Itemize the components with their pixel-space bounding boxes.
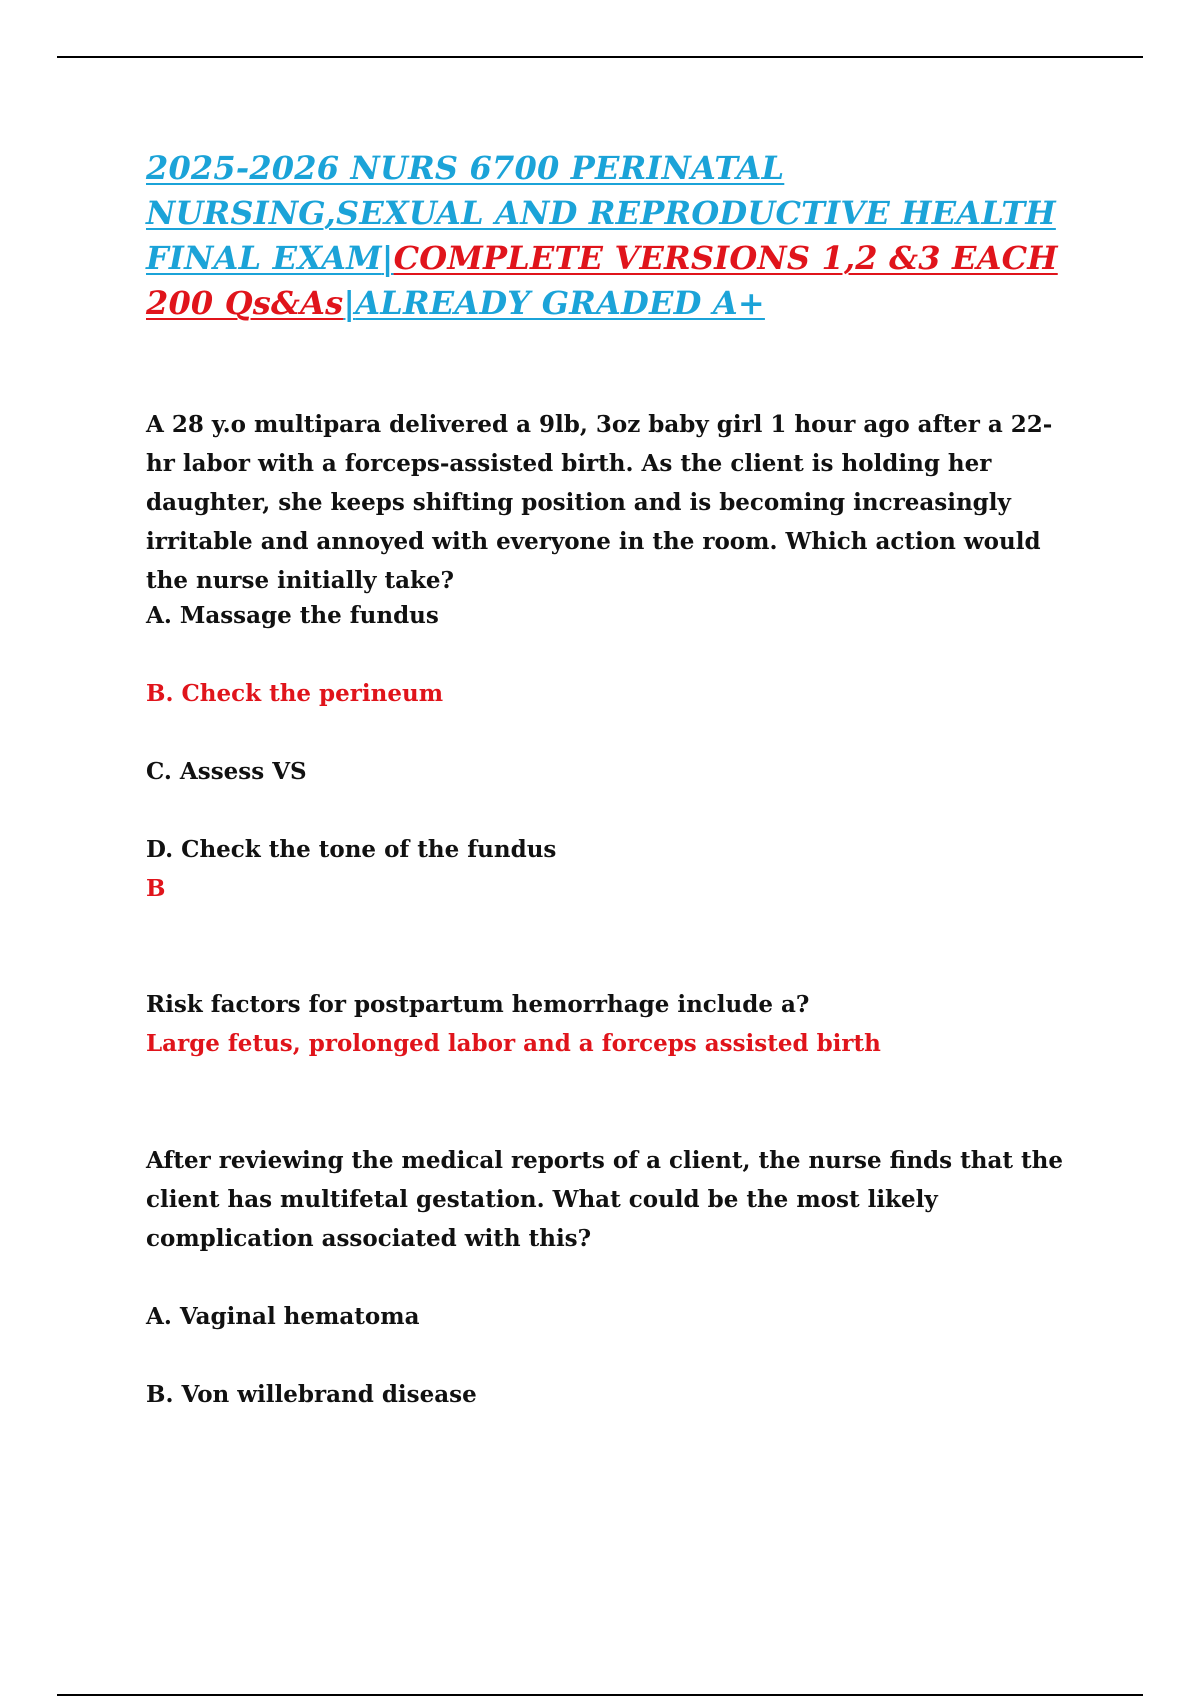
option-c (146, 752, 1076, 791)
title-part-course: 2025-2026 NURS 6700 PERINATAL NURSING,SEXUAL AND REPRODUCTIVE HEALTH FINAL EXAM (146, 149, 1056, 277)
option-a (146, 1297, 1076, 1336)
top-rule (57, 56, 1143, 58)
option-text: C. Assess VS (146, 758, 307, 785)
option-b (146, 1375, 1076, 1414)
document-title (146, 146, 1096, 326)
question-text: Risk factors for postpartum hemorrhage include a? (146, 991, 810, 1018)
option-text: A. Massage the fundus (146, 602, 439, 629)
option-d (146, 830, 1076, 908)
answer-key: B (146, 875, 166, 902)
title-part-graded: ALREADY GRADED A+ (355, 284, 765, 322)
question-block-1 (146, 405, 1076, 600)
question-block-2 (146, 985, 1076, 1063)
option-text: B. Von willebrand disease (146, 1381, 477, 1408)
option-b-correct (146, 674, 1076, 713)
option-text: A. Vaginal hematoma (146, 1303, 420, 1330)
answer-text: Large fetus, prolonged labor and a forceps assisted birth (146, 1030, 881, 1057)
option-text: B. Check the perineum (146, 680, 444, 707)
option-a (146, 596, 1076, 635)
question-text: After reviewing the medical reports of a client, the nurse finds that the client has multifetal gestation. What could be the most likely complication associated with this? (146, 1147, 1063, 1252)
title-separator: | (343, 284, 356, 322)
question-text: A 28 y.o multipara delivered a 9lb, 3oz baby girl 1 hour ago after a 22-hr labor with a forceps-assisted birth. As the client is holding her daughter, she keeps shifting position and is becoming increasingly irritable and annoyed with everyone in the room. Which action would the nurse initially take? (146, 411, 1053, 594)
option-text: D. Check the tone of the fundus (146, 836, 557, 863)
title-separator: | (381, 239, 394, 277)
title-part-versions: COMPLETE VERSIONS 1,2 &3 EACH 200 Qs&As (146, 239, 1058, 322)
bottom-rule (57, 1694, 1143, 1696)
question-block-3 (146, 1141, 1076, 1258)
